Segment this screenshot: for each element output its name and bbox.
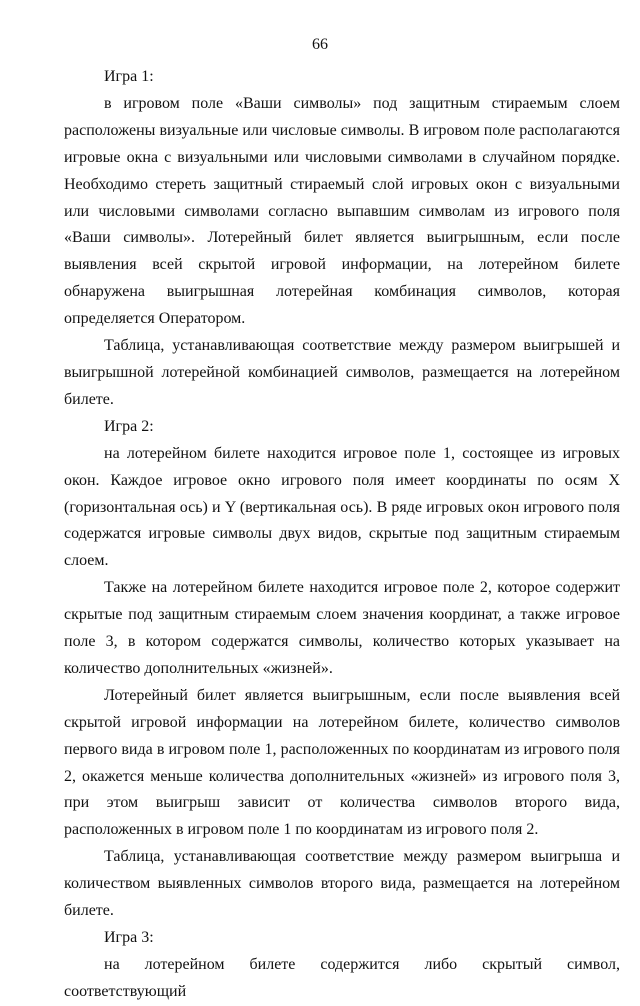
game-3-description: на лотерейном билете содержится либо скрытый символ, соответствующий (64, 955, 620, 1000)
game-1-prize-table-note: Таблица, устанавливающая соответствие между размером выигрышей и выигрышной лотерейной комбинацией символов, размещается на лотерейном билете. (64, 337, 620, 408)
game-2-heading: Игра 2: (104, 417, 154, 435)
game-3-heading: Игра 3: (104, 929, 154, 946)
document-body (64, 64, 620, 1006)
game-2-prize-table-note: Таблица, устанавливающая соответствие между размером выигрыша и количеством выявленных символов второго вида, размещается на лотерейном билете. (64, 848, 620, 920)
game-1-heading: Игра 1: (104, 68, 154, 85)
page-number: 66 (312, 36, 328, 53)
game-2-field-1-description: на лотерейном билете находится игровое поле 1, состоящее из игровых окон. Каждое игровое окно игрового поля имеет координаты по осям X (горизонтальная ось) и Y (вертикальная ось). В ряде игровых окон игрового поля содержатся игровые символы двух видов, скрытые под защитным стираемым слоем. (64, 444, 620, 570)
game-1-description: в игровом поле «Ваши символы» под защитным стираемым слоем расположены визуальные или числовые символы. В игровом поле располагаются игровые окна с визуальными или числовыми символами в случайном порядке. Необходимо стереть защитный стираемый слой игровых окон с визуальными или числовыми символами согласно выпавшим символам из игрового поля «Ваши символы». Лотерейный билет является выигрышным, если после выявления всей скрытой игровой информации, на лотерейном билете обнаружена выигрышная лотерейная комбинация символов, которая определяется Оператором. (64, 94, 620, 328)
game-2-fields-2-3-description: Также на лотерейном билете находится игровое поле 2, которое содержит скрытые под защитным стираемым слоем значения координат, а также игровое поле 3, в котором содержатся символы, количество которых указывает на количество дополнительных «жизней». (64, 579, 620, 677)
game-2-winning-condition: Лотерейный билет является выигрышным, если после выявления всей скрытой игровой информации на лотерейном билете, количество символов первого вида в игровом поле 1, расположенных по координатам из игрового поля 2, окажется меньше количества дополнительных «жизней» из игрового поля 3, при этом выигрыш зависит от количества символов второго вида, расположенных в игровом поле 1 по координатам из игрового поля 2. (64, 686, 620, 839)
